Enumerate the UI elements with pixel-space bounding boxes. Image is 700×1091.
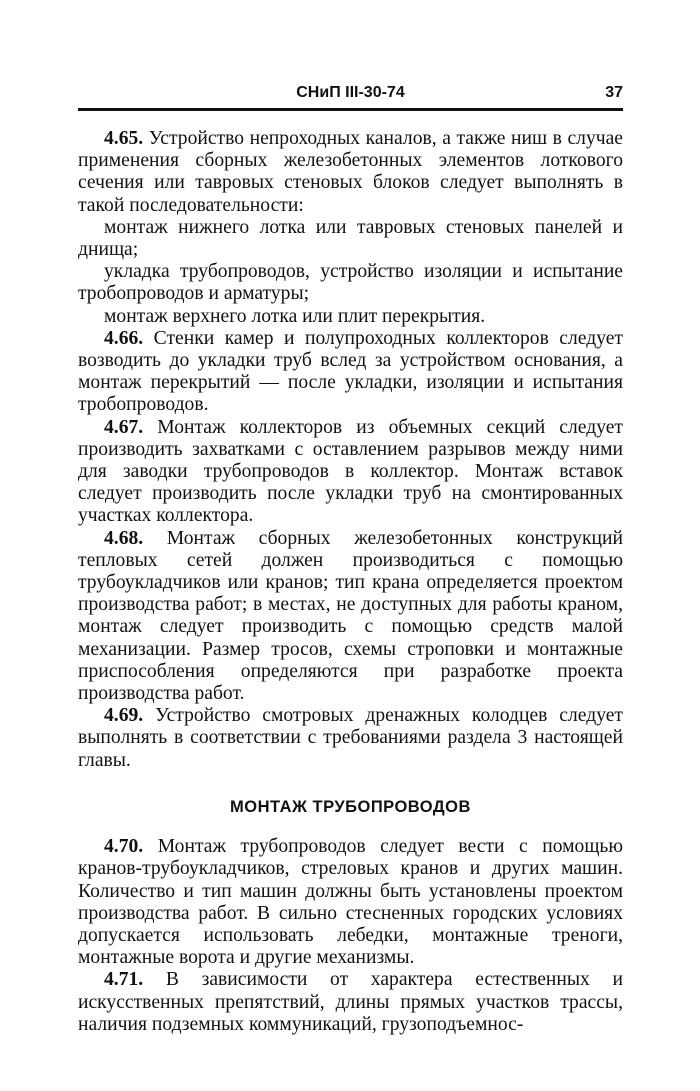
clause-number: 4.67. <box>104 416 144 438</box>
body-text <box>78 128 623 1036</box>
paragraph-text: Устройство смотровых дренажных колодцев следует выполнять в соответствии с требованиями раздела 3 настоящей главы. <box>78 705 623 771</box>
page-header <box>78 78 623 106</box>
section-title: МОНТАЖ ТРУБОПРОВОДОВ <box>230 797 471 816</box>
paragraph-text: монтаж нижнего лотка или тавровых стеновых панелей и днища; <box>78 216 623 261</box>
clause-number: 4.70. <box>104 836 144 858</box>
paragraph-4-66 <box>78 328 623 417</box>
list-item <box>78 306 623 328</box>
list-item <box>78 261 623 305</box>
paragraph-4-69 <box>78 705 623 772</box>
clause-number: 4.65. <box>104 128 144 149</box>
paragraph-text: В зависимости от характера естественных и искусственных препятствий, длины прямых участков трассы, наличия подземных коммуникаций, грузоподъемнос- <box>78 969 623 1035</box>
paragraph-4-65 <box>78 128 623 217</box>
paragraph-4-67 <box>78 417 623 528</box>
paragraph-text: укладка трубопроводов, устройство изоляции и испытание тробопроводов и арматуры; <box>78 261 623 305</box>
paragraph-4-71 <box>78 969 623 1036</box>
clause-number: 4.66. <box>104 327 144 349</box>
clause-number: 4.69. <box>104 705 144 727</box>
paragraph-text: Монтаж сборных железобетонных конструкций тепловых сетей должен производиться с помощью трубоукладчиков или кранов; тип крана определяется проектом производства работ; в местах, не доступных для работы краном, монтаж следует производить с помощью средств малой механизации. Размер тросов, схемы строповки и монтажные приспособления определяются при разработке проекта производства работ. <box>78 527 623 705</box>
paragraph-text: Монтаж коллекторов из объемных секций следует производить захватками с оставлением разрывов между ними для заводки трубопроводов в коллектор. Монтаж вставок следует производить после укладки труб на смонтированных участках коллектора. <box>78 416 623 527</box>
paragraph-4-70 <box>78 836 623 969</box>
paragraph-4-68 <box>78 528 623 706</box>
page-number: 37 <box>605 84 623 101</box>
clause-number: 4.71. <box>104 969 144 991</box>
paragraph-text: монтаж верхнего лотка или плит перекрытия. <box>104 305 486 327</box>
paragraph-text: Стенки камер и полупроходных коллекторов следует возводить до укладки труб вслед за устройством основания, а монтаж перекрытий — после укладки, изоляции и испытания тробопроводов. <box>78 327 623 416</box>
paragraph-text: Монтаж трубопроводов следует вести с помощью кранов-трубоукладчиков, стреловых кранов и других машин. Количество и тип машин должны быть установлены проектом производства работ. В сильно стесненных городских условиях допускается использовать лебедки, монтажные треноги, монтажные ворота и другие механизмы. <box>78 836 623 969</box>
header-rule <box>78 108 623 111</box>
paragraph-text: Устройство непроходных каналов, а также ниш в случае применения сборных железобетонных элементов лоткового сечения или тавровых стеновых блоков следует выполнять в такой последовательности: <box>78 128 623 216</box>
document-code: СНиП III-30-74 <box>296 84 405 101</box>
list-item <box>78 217 623 261</box>
clause-number: 4.68. <box>104 527 144 549</box>
